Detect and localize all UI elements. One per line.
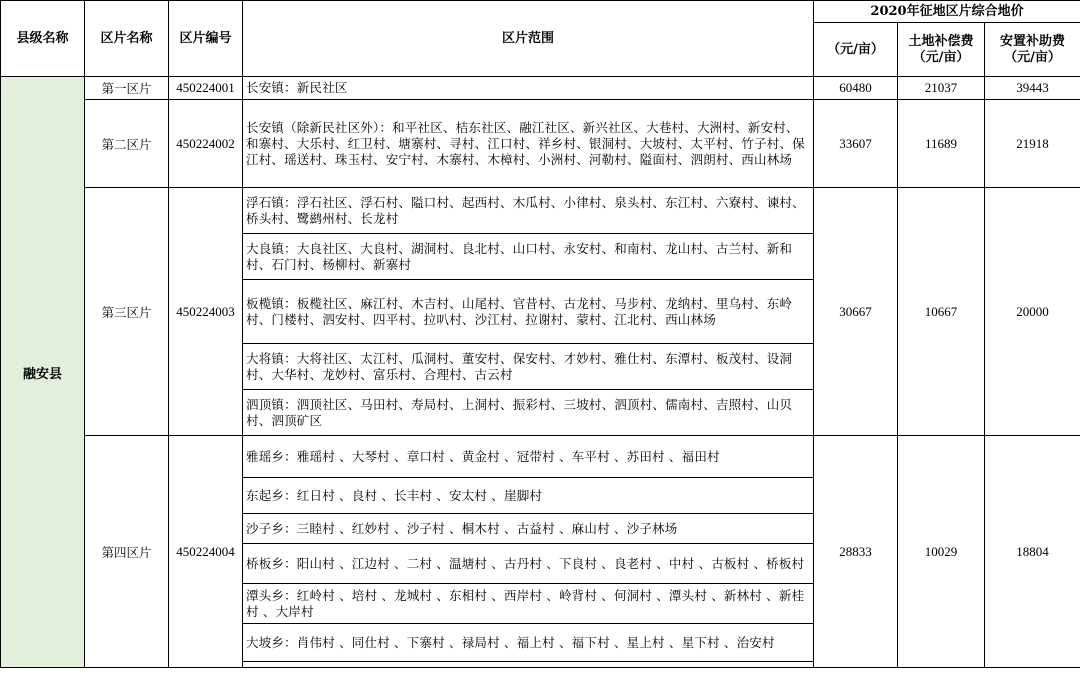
zone-range: 浮石镇：浮石社区、浮石村、隘口村、起西村、木瓜村、小律村、泉头村、东江村、六寮村、谏村、桥头村、鹭鹚州村、长龙村 [243, 188, 814, 234]
zone-land-comp: 10667 [898, 188, 985, 436]
zone-code: 450224002 [169, 100, 243, 188]
zone-land-comp: 21037 [898, 77, 985, 100]
zone-range: 长安镇：新民社区 [243, 77, 814, 100]
zone-resettle: 20000 [985, 188, 1080, 436]
zone-land-comp: 11689 [898, 100, 985, 188]
zone-price: 60480 [814, 77, 898, 100]
header-zone-name: 区片名称 [85, 1, 169, 77]
zone-range: 沙子乡：三睦村 、红妙村 、沙子村 、桐木村 、古益村 、麻山村 、沙子林场 [243, 514, 814, 544]
zone-range: 长安镇（除新民社区外）：和平社区、桔东社区、融江社区、新兴社区、大巷村、大洲村、新安村、和寨村、大乐村、红卫村、塘寨村、寻村、江口村、祥乡村、银洞村、大坡村、太平村、竹子村、保江村、瑶送村、珠玉村、安宁村、木寨村、木樟村、小洲村、河勒村、隘面村、泗朗村、西山林场 [243, 100, 814, 188]
zone-resettle: 39443 [985, 77, 1080, 100]
zone-resettle: 18804 [985, 436, 1080, 668]
county-cell: 融安县 [1, 77, 85, 668]
zone-name: 第四区片 [85, 436, 169, 668]
header-zone-range: 区片范围 [243, 1, 814, 77]
zone-range: 泗顶镇：泗顶社区、马田村、寿局村、上洞村、振彩村、三坡村、泗顶村、儒南村、吉照村、山贝村、泗顶矿区 [243, 390, 814, 436]
zone-range-blank [243, 662, 814, 668]
table-row [1, 100, 1080, 188]
header-price-group: 2020年征地区片综合地价 [814, 1, 1080, 23]
table-row [1, 188, 1080, 234]
zone-name: 第二区片 [85, 100, 169, 188]
zone-price: 33607 [814, 100, 898, 188]
zone-name: 第一区片 [85, 77, 169, 100]
header-price-unit: （元/亩） [814, 23, 898, 77]
zone-range: 大将镇：大将社区、太江村、瓜洞村、董安村、保安村、才妙村、雅仕村、东潭村、板茂村、设洞村、大华村、龙妙村、富乐村、合理村、古云村 [243, 344, 814, 390]
zone-range: 板榄镇：板榄社区、麻江村、木吉村、山尾村、官昔村、古龙村、马步村、龙纳村、里乌村、东岭村、门楼村、泗安村、四平村、拉叭村、沙江村、拉谢村、蒙村、江北村、西山林场 [243, 280, 814, 344]
header-resettle: 安置补助费（元/亩） [985, 23, 1080, 77]
zone-range: 桥板乡：阳山村 、江边村 、二村 、温塘村 、古丹村 、下良村 、良老村 、中村 、古板村 、桥板村 [243, 544, 814, 584]
zone-name: 第三区片 [85, 188, 169, 436]
zone-resettle: 21918 [985, 100, 1080, 188]
zone-range: 大良镇：大良社区、大良村、湖洞村、良北村、山口村、永安村、和南村、龙山村、古兰村、新和村、石门村、杨柳村、新寨村 [243, 234, 814, 280]
zone-code: 450224004 [169, 436, 243, 668]
header-zone-code: 区片编号 [169, 1, 243, 77]
zone-range: 大坡乡：肖伟村 、同仕村 、下寨村 、禄局村 、福上村 、福下村 、星上村 、星下村 、治安村 [243, 624, 814, 662]
table-row [1, 77, 1080, 100]
zone-range: 潭头乡：红岭村 、培村 、龙城村 、东相村 、西岸村 、岭背村 、何洞村 、潭头村 、新林村 、新桂村 、大岸村 [243, 584, 814, 624]
header-county: 县级名称 [1, 1, 85, 77]
header-row-1 [1, 1, 1080, 23]
zone-land-comp: 10029 [898, 436, 985, 668]
header-land-comp: 土地补偿费（元/亩） [898, 23, 985, 77]
zone-price: 30667 [814, 188, 898, 436]
zone-code: 450224001 [169, 77, 243, 100]
zone-range: 东起乡：红日村 、良村 、长丰村 、安太村 、崖脚村 [243, 478, 814, 514]
zone-code: 450224003 [169, 188, 243, 436]
zone-price: 28833 [814, 436, 898, 668]
table-row [1, 436, 1080, 478]
zone-range: 雅瑶乡：雅瑶村 、大琴村 、章口村 、黄金村 、冠带村 、车平村 、苏田村 、福田村 [243, 436, 814, 478]
